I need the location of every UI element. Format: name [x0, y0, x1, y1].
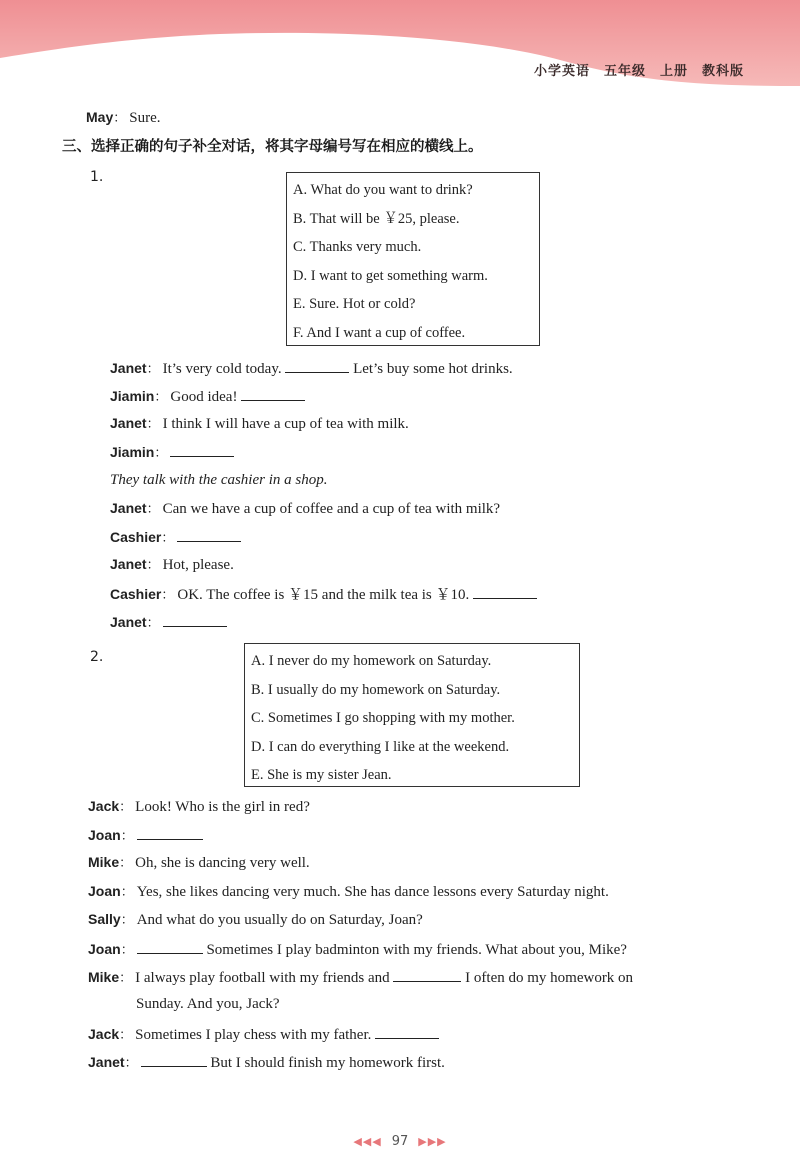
answer-blank[interactable]	[170, 442, 234, 457]
q1-option: B. That will be ￥25, please.	[293, 210, 460, 227]
dialogue-line: Jiamin：	[110, 442, 234, 463]
q1-option: D. I want to get something warm.	[293, 267, 488, 284]
speaker: May	[86, 109, 114, 125]
q2-option: A. I never do my homework on Saturday.	[251, 653, 492, 669]
speaker: Jiamin	[110, 444, 155, 460]
q2-options-box	[244, 643, 580, 787]
dialogue-line: Janet： It’s very cold today. Let’s buy some hot drinks.	[110, 360, 513, 377]
q1-number: 1.	[90, 169, 104, 185]
dialogue-line: Mike： I always play football with my friends and I often do my homework on	[88, 969, 634, 986]
dialogue-line: Jack： Sometimes I play chess with my father.	[88, 1024, 439, 1045]
speaker: Mike	[88, 854, 120, 870]
section-title: 三、选择正确的句子补全对话，将其字母编号写在相应的横线上。	[62, 139, 483, 155]
intro-line: May： Sure.	[86, 109, 161, 126]
continuation-line: Sunday. And you, Jack?	[136, 996, 280, 1012]
q2-option: C. Sometimes I go shopping with my mother.	[251, 710, 515, 727]
narration-line: They talk with the cashier in a shop.	[110, 472, 328, 488]
dialogue-line: Janet： But I should finish my homework first.	[88, 1054, 445, 1071]
right-arrows-icon: ▶▶▶	[418, 1135, 447, 1148]
speaker: Mike	[88, 969, 120, 985]
page-footer	[0, 1134, 800, 1149]
dialogue-line: Cashier：	[110, 527, 241, 548]
q1-option: E. Sure. Hot or cold?	[293, 296, 416, 313]
answer-blank[interactable]	[163, 612, 227, 627]
speaker: Jack	[88, 798, 120, 814]
dialogue-line: Janet： I think I will have a cup of tea with milk.	[110, 415, 409, 432]
q2-option: D. I can do everything I like at the weekend.	[251, 738, 510, 755]
q1-options-box	[286, 172, 540, 346]
speaker: Joan	[88, 883, 121, 899]
dialogue-line: Sally： And what do you usually do on Saturday, Joan?	[88, 911, 423, 928]
speaker: Janet	[88, 1054, 125, 1070]
speaker: Cashier	[110, 529, 162, 545]
page-number: 97	[391, 1134, 409, 1149]
speaker: Janet	[110, 500, 147, 516]
dialogue-line: Joan：	[88, 825, 203, 846]
q2-option: B. I usually do my homework on Saturday.	[251, 681, 501, 698]
speaker: Joan	[88, 827, 121, 843]
q1-option: F. And I want a cup of coffee.	[293, 324, 466, 341]
answer-blank[interactable]	[285, 358, 349, 373]
answer-blank[interactable]	[393, 967, 461, 982]
speaker: Janet	[110, 360, 147, 376]
speaker: Sally	[88, 911, 121, 927]
answer-blank[interactable]	[375, 1024, 439, 1039]
answer-blank[interactable]	[473, 584, 537, 599]
speaker: Janet	[110, 614, 147, 630]
q2-number: 2.	[90, 649, 104, 665]
speaker: Jiamin	[110, 388, 155, 404]
speaker: Janet	[110, 556, 147, 572]
dialogue-line: Janet： Hot, please.	[110, 556, 234, 573]
answer-blank[interactable]	[241, 386, 305, 401]
speaker: Cashier	[110, 586, 162, 602]
speaker: Janet	[110, 415, 147, 431]
speaker: Joan	[88, 941, 121, 957]
speaker: Jack	[88, 1026, 120, 1042]
dialogue-line: Jiamin： Good idea!	[110, 386, 305, 407]
dialogue-line: Joan： Sometimes I play badminton with my friends. What about you, Mike?	[88, 941, 627, 958]
q1-option: C. Thanks very much.	[293, 239, 422, 256]
dialogue-line: Mike： Oh, she is dancing very well.	[88, 854, 310, 871]
left-arrows-icon: ◀◀◀	[353, 1135, 382, 1148]
answer-blank[interactable]	[141, 1052, 207, 1067]
answer-blank[interactable]	[137, 825, 203, 840]
dialogue-line: Jack： Look! Who is the girl in red?	[88, 798, 310, 815]
answer-blank[interactable]	[177, 527, 241, 542]
header-series-label: 小学英语 五年级 上册 教科版	[533, 64, 744, 79]
dialogue-line: Joan： Yes, she likes dancing very much. She has dance lessons every Saturday night.	[88, 883, 609, 900]
q2-option: E. She is my sister Jean.	[251, 767, 392, 784]
q1-option: A. What do you want to drink?	[293, 182, 473, 198]
page-header	[0, 0, 800, 92]
answer-blank[interactable]	[137, 939, 203, 954]
dialogue-line: Cashier： OK. The coffee is ￥15 and the milk tea is ￥10.	[110, 584, 537, 605]
line-text: Sure.	[129, 110, 161, 126]
dialogue-line: Janet： Can we have a cup of coffee and a cup of tea with milk?	[110, 500, 501, 517]
dialogue-line: Janet：	[110, 612, 227, 633]
